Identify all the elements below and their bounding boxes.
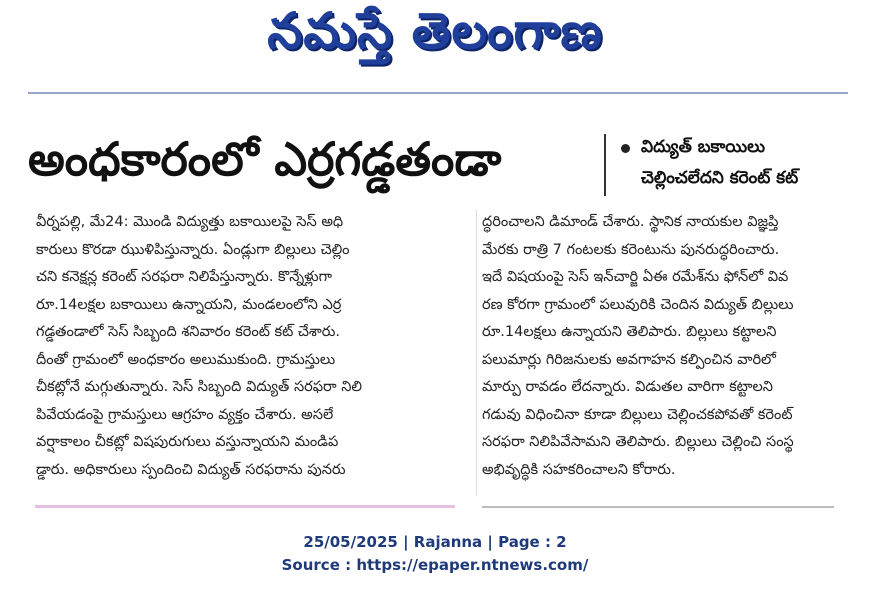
body-line: ఇదే విషయంపై సెస్ ఇన్‌చార్జి ఏఈ రమేశ్‌ను ఫోన్‌లో వివ [482,269,789,285]
masthead-divider [28,92,848,94]
body-line: పలుమార్లు గిరిజనులకు అవగాహన కల్పించిన వారిలో [482,351,776,368]
body-line: రూ.14లక్షల బకాయిలు ఉన్నాయని, మండలంలోని ఎర్ర [36,296,342,313]
body-line: మార్పు రావడం లేదన్నారు. విడుతల వారిగా కట్టాలని [482,379,773,395]
footer-date-edition: 25/05/2025 | Rajanna | Page : 2 [303,533,567,551]
body-line: గడ్డతండాలో సెస్ సిబ్బంది శనివారం కరెంట్ కట్ చేశారు. [36,324,340,340]
article-column-right [482,209,834,484]
body-line: ద్ధరించాలని డిమాండ్ చేశారు. స్థానిక నాయకుల విజ్ఞప్తి [482,214,779,230]
body-line: పివేయడంపై గ్రామస్తులు ఆగ్రహం వ్యక్తం చేశారు. అసలే [36,406,334,423]
article-headline: అంధకారంలో ఎర్రగడ్డతండా [28,132,502,186]
subheadline-2: చెల్లించలేదని కరెంట్ కట్ [641,168,799,188]
column-divider [476,210,477,495]
headline-divider [604,134,606,196]
column-bottom-rule-left [35,505,455,508]
body-line: రూ.14లక్షలు ఉన్నాయని తెలిపారు. బిల్లులు కట్టాలని [482,324,777,340]
newspaper-masthead: నమస్తే తెలంగాణ [267,2,603,60]
body-line: కారులు కొరడా ఝుళిపిస్తున్నారు. ఏండ్లుగా బిల్లులు చెల్లిం [36,241,350,258]
body-line: మేరకు రాత్రి 7 గంటలకు కరెంటును పునరుద్ధరించారు. [482,241,780,258]
subheadline-1: విద్యుత్ బకాయిలు [641,137,766,157]
body-line: వర్షాకాలం చీకట్లో విషపురుగులు వస్తున్నాయని మండిప [36,434,339,450]
article-column-left [36,209,466,484]
bullet-icon [621,144,630,153]
body-line: సరఫరా నిలిపివేసామని తెలిపారు. బిల్లులు చెల్లించి సంస్థ [482,434,794,450]
body-line: అభివృద్ధికి సహకరించాలని కోరారు. [482,461,676,478]
column-bottom-rule-right [482,506,834,508]
body-line: వీర్నపల్లి, మే24: మొండి విద్యుత్తు బకాయిలపై సెస్ అధి [36,214,344,230]
body-line: చీకట్లోనే మగ్గుతున్నారు. సెస్ సిబ్బంది విద్యుత్ సరఫరా నిలి [36,379,363,395]
body-line: డ్డారు. అధికారులు స్పందించి విద్యుత్ సరఫరాను పునరు [36,461,346,478]
body-line: రణ కోరగా గ్రామంలో పలువురికి చెందిన విద్యుత్ బిల్లులు [482,296,794,313]
body-line: దీంతో గ్రామంలో అంధకారం అలుముకుంది. గ్రామస్తులు [36,351,336,368]
body-line: చని కనెక్షన్ల కరెంట్ సరఫరా నిలిపేస్తున్నారు. కొన్నేళ్లుగా [36,269,332,285]
body-line: గడువు విధించినా కూడా బిల్లులు చెల్లించకపోవతో కరెంట్ [482,406,793,423]
footer-source: Source : https://epaper.ntnews.com/ [281,556,589,574]
